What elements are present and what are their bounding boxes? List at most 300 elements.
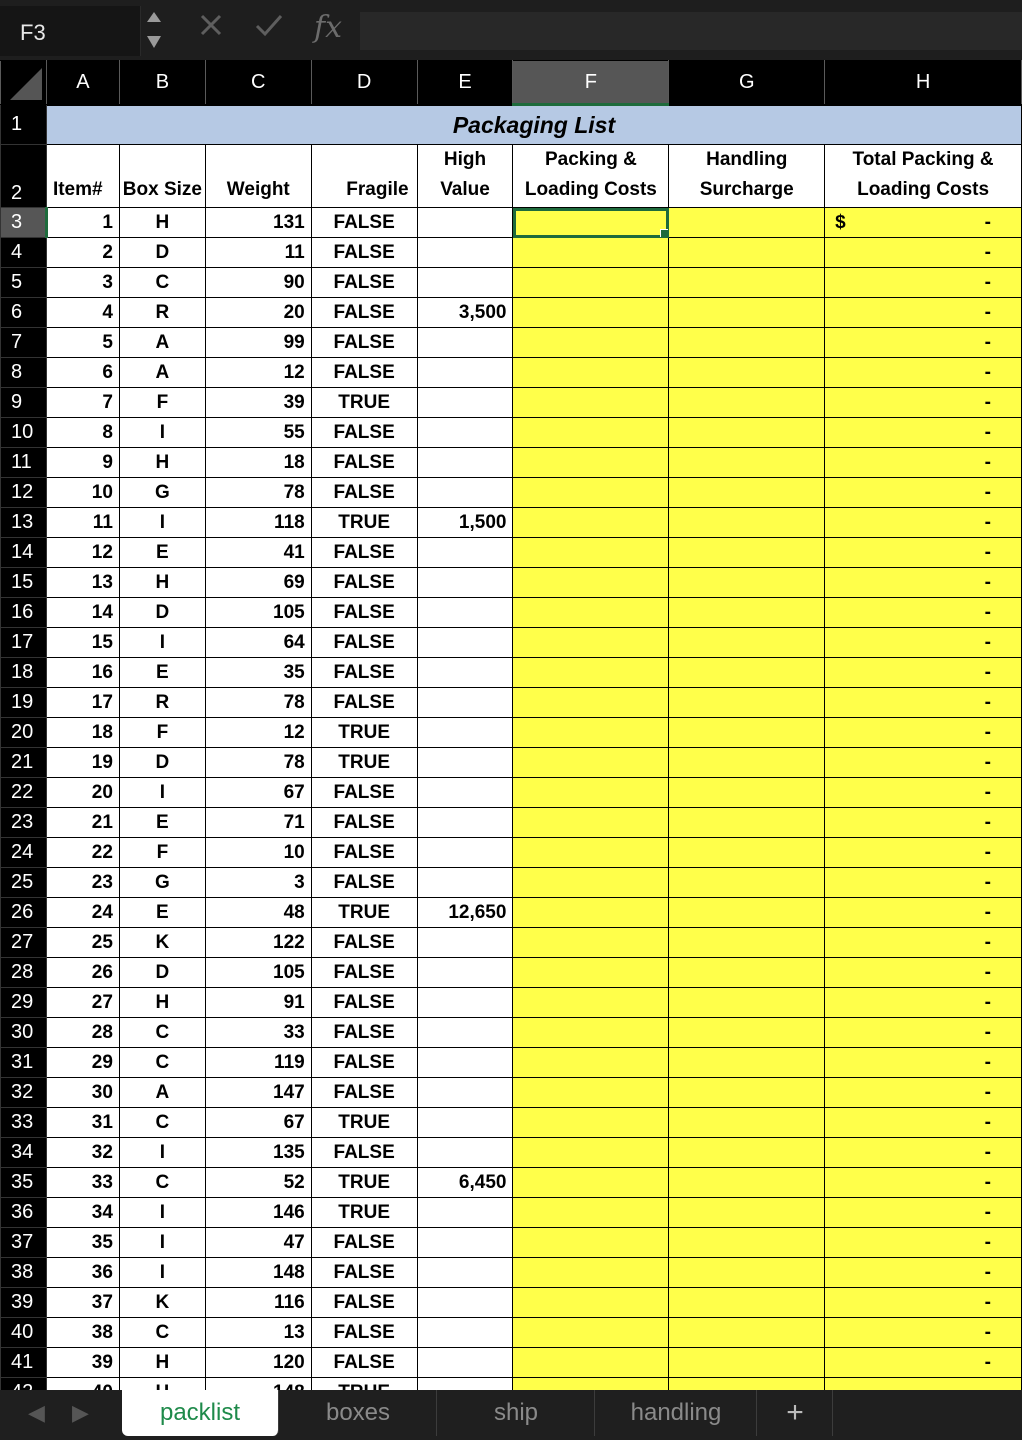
high-value-cell[interactable]: 3,500	[417, 298, 513, 328]
row-header[interactable]: 37	[1, 1228, 47, 1258]
box-size-cell[interactable]: D	[119, 958, 205, 988]
header-item[interactable]: Item#	[46, 145, 119, 208]
total-cost-cell[interactable]	[825, 778, 1022, 808]
box-size-cell[interactable]: C	[119, 1108, 205, 1138]
fragile-cell[interactable]: FALSE	[311, 538, 417, 568]
high-value-cell[interactable]	[417, 1348, 513, 1378]
item-cell[interactable]: 8	[46, 418, 119, 448]
column-header-b[interactable]: B	[119, 61, 205, 105]
weight-cell[interactable]: 118	[205, 508, 311, 538]
weight-cell[interactable]: 12	[205, 358, 311, 388]
column-header-h[interactable]: H	[825, 61, 1022, 105]
header-weight[interactable]: Weight	[205, 145, 311, 208]
packing-cost-cell[interactable]	[513, 418, 669, 448]
packing-cost-cell[interactable]	[513, 868, 669, 898]
box-size-cell[interactable]: H	[119, 1348, 205, 1378]
sheet-tab-packlist[interactable]: packlist	[122, 1390, 279, 1436]
box-size-cell[interactable]: C	[119, 268, 205, 298]
high-value-cell[interactable]	[417, 1138, 513, 1168]
fragile-cell[interactable]: FALSE	[311, 208, 417, 238]
weight-cell[interactable]: 122	[205, 928, 311, 958]
high-value-cell[interactable]	[417, 1108, 513, 1138]
high-value-cell[interactable]	[417, 1018, 513, 1048]
box-size-cell[interactable]: H	[119, 568, 205, 598]
item-cell[interactable]: 31	[46, 1108, 119, 1138]
row-header[interactable]: 9	[1, 388, 47, 418]
handling-surcharge-cell[interactable]	[669, 958, 825, 988]
handling-surcharge-cell[interactable]	[669, 208, 825, 238]
total-cost-cell[interactable]	[825, 418, 1022, 448]
row-header[interactable]: 31	[1, 1048, 47, 1078]
weight-cell[interactable]: 116	[205, 1288, 311, 1318]
total-cost-cell[interactable]	[825, 538, 1022, 568]
item-cell[interactable]: 33	[46, 1168, 119, 1198]
row-header[interactable]: 13	[1, 508, 47, 538]
box-size-cell[interactable]: R	[119, 688, 205, 718]
item-cell[interactable]: 22	[46, 838, 119, 868]
packing-cost-cell[interactable]	[513, 508, 669, 538]
total-cost-cell[interactable]	[825, 508, 1022, 538]
column-header-a[interactable]: A	[46, 61, 119, 105]
total-cost-cell[interactable]	[825, 598, 1022, 628]
box-size-cell[interactable]: E	[119, 898, 205, 928]
total-cost-cell[interactable]	[825, 898, 1022, 928]
box-size-cell[interactable]: I	[119, 628, 205, 658]
row-header[interactable]: 36	[1, 1198, 47, 1228]
high-value-cell[interactable]	[417, 328, 513, 358]
total-cost-cell[interactable]	[825, 868, 1022, 898]
column-header-g[interactable]: G	[669, 61, 825, 105]
weight-cell[interactable]: 47	[205, 1228, 311, 1258]
row-header[interactable]: 21	[1, 748, 47, 778]
box-size-cell[interactable]: D	[119, 598, 205, 628]
handling-surcharge-cell[interactable]	[669, 1018, 825, 1048]
weight-cell[interactable]: 91	[205, 988, 311, 1018]
item-cell[interactable]: 24	[46, 898, 119, 928]
row-header[interactable]: 41	[1, 1348, 47, 1378]
item-cell[interactable]: 27	[46, 988, 119, 1018]
packing-cost-cell[interactable]	[513, 1078, 669, 1108]
total-cost-cell[interactable]	[825, 658, 1022, 688]
box-size-cell[interactable]: I	[119, 1198, 205, 1228]
item-cell[interactable]: 39	[46, 1348, 119, 1378]
prev-sheet-icon[interactable]: ◀	[28, 1400, 45, 1425]
weight-cell[interactable]: 99	[205, 328, 311, 358]
header-handling-surcharge[interactable]	[669, 145, 825, 208]
row-header[interactable]: 1	[1, 105, 47, 145]
packing-cost-cell[interactable]	[513, 448, 669, 478]
row-header[interactable]: 27	[1, 928, 47, 958]
packing-cost-cell[interactable]	[513, 808, 669, 838]
weight-cell[interactable]: 78	[205, 478, 311, 508]
total-cost-cell[interactable]	[825, 718, 1022, 748]
fragile-cell[interactable]: FALSE	[311, 1258, 417, 1288]
weight-cell[interactable]: 11	[205, 238, 311, 268]
box-size-cell[interactable]: F	[119, 388, 205, 418]
header-high-value[interactable]	[417, 145, 513, 208]
total-cost-cell[interactable]	[825, 838, 1022, 868]
weight-cell[interactable]: 48	[205, 898, 311, 928]
handling-surcharge-cell[interactable]	[669, 298, 825, 328]
name-box[interactable]	[0, 6, 141, 56]
total-cost-cell[interactable]	[825, 1348, 1022, 1378]
fragile-cell[interactable]: FALSE	[311, 1348, 417, 1378]
weight-cell[interactable]: 120	[205, 1348, 311, 1378]
row-header[interactable]: 5	[1, 268, 47, 298]
packing-cost-cell[interactable]	[513, 1288, 669, 1318]
high-value-cell[interactable]	[417, 658, 513, 688]
high-value-cell[interactable]: 1,500	[417, 508, 513, 538]
sheet-title[interactable]: Packaging List	[46, 105, 1021, 145]
handling-surcharge-cell[interactable]	[669, 1078, 825, 1108]
item-cell[interactable]: 9	[46, 448, 119, 478]
packing-cost-cell[interactable]	[513, 718, 669, 748]
box-size-cell[interactable]: E	[119, 658, 205, 688]
weight-cell[interactable]: 41	[205, 538, 311, 568]
handling-surcharge-cell[interactable]	[669, 1168, 825, 1198]
row-header[interactable]: 14	[1, 538, 47, 568]
handling-surcharge-cell[interactable]	[669, 388, 825, 418]
item-cell[interactable]: 38	[46, 1318, 119, 1348]
box-size-cell[interactable]: H	[119, 208, 205, 238]
packing-cost-cell[interactable]	[513, 358, 669, 388]
high-value-cell[interactable]	[417, 238, 513, 268]
total-cost-cell[interactable]	[825, 298, 1022, 328]
packing-cost-cell[interactable]	[513, 898, 669, 928]
fragile-cell[interactable]: FALSE	[311, 598, 417, 628]
row-header[interactable]: 29	[1, 988, 47, 1018]
row-header[interactable]: 2	[1, 145, 47, 208]
weight-cell[interactable]: 3	[205, 868, 311, 898]
fragile-cell[interactable]: FALSE	[311, 1018, 417, 1048]
check-icon[interactable]	[254, 12, 284, 46]
row-header[interactable]: 18	[1, 658, 47, 688]
packing-cost-cell[interactable]	[513, 958, 669, 988]
handling-surcharge-cell[interactable]	[669, 928, 825, 958]
handling-surcharge-cell[interactable]	[669, 1348, 825, 1378]
fragile-cell[interactable]: TRUE	[311, 388, 417, 418]
row-header[interactable]: 24	[1, 838, 47, 868]
total-cost-cell[interactable]	[825, 1108, 1022, 1138]
weight-cell[interactable]: 147	[205, 1078, 311, 1108]
handling-surcharge-cell[interactable]	[669, 868, 825, 898]
fragile-cell[interactable]: FALSE	[311, 988, 417, 1018]
total-cost-cell[interactable]	[825, 448, 1022, 478]
high-value-cell[interactable]	[417, 958, 513, 988]
weight-cell[interactable]: 18	[205, 448, 311, 478]
fragile-cell[interactable]: FALSE	[311, 838, 417, 868]
name-box-stepper[interactable]	[144, 8, 164, 52]
total-cost-cell[interactable]	[825, 1288, 1022, 1318]
handling-surcharge-cell[interactable]	[669, 538, 825, 568]
sheet-tab-ship[interactable]: ship	[438, 1390, 595, 1436]
row-header[interactable]: 20	[1, 718, 47, 748]
item-cell[interactable]: 32	[46, 1138, 119, 1168]
packing-cost-cell[interactable]	[513, 1018, 669, 1048]
high-value-cell[interactable]	[417, 838, 513, 868]
high-value-cell[interactable]	[417, 1198, 513, 1228]
item-cell[interactable]: 5	[46, 328, 119, 358]
box-size-cell[interactable]: C	[119, 1048, 205, 1078]
row-header[interactable]: 28	[1, 958, 47, 988]
row-header[interactable]: 35	[1, 1168, 47, 1198]
weight-cell[interactable]: 13	[205, 1318, 311, 1348]
header-packing-costs[interactable]	[513, 145, 669, 208]
item-cell[interactable]: 25	[46, 928, 119, 958]
high-value-cell[interactable]	[417, 1048, 513, 1078]
fragile-cell[interactable]: FALSE	[311, 568, 417, 598]
item-cell[interactable]: 21	[46, 808, 119, 838]
column-header-d[interactable]: D	[311, 61, 417, 105]
fragile-cell[interactable]: FALSE	[311, 688, 417, 718]
high-value-cell[interactable]	[417, 598, 513, 628]
packing-cost-cell[interactable]	[513, 1348, 669, 1378]
box-size-cell[interactable]: I	[119, 1138, 205, 1168]
handling-surcharge-cell[interactable]	[669, 598, 825, 628]
total-cost-cell[interactable]	[825, 1018, 1022, 1048]
weight-cell[interactable]: 67	[205, 778, 311, 808]
handling-surcharge-cell[interactable]	[669, 1258, 825, 1288]
packing-cost-cell[interactable]	[513, 988, 669, 1018]
handling-surcharge-cell[interactable]	[669, 448, 825, 478]
packing-cost-cell[interactable]	[513, 268, 669, 298]
fragile-cell[interactable]: FALSE	[311, 808, 417, 838]
total-cost-cell[interactable]	[825, 358, 1022, 388]
row-header[interactable]: 19	[1, 688, 47, 718]
high-value-cell[interactable]	[417, 928, 513, 958]
total-cost-cell[interactable]	[825, 268, 1022, 298]
high-value-cell[interactable]	[417, 808, 513, 838]
packing-cost-cell[interactable]	[513, 568, 669, 598]
box-size-cell[interactable]: I	[119, 1258, 205, 1288]
item-cell[interactable]: 19	[46, 748, 119, 778]
high-value-cell[interactable]	[417, 1318, 513, 1348]
row-header[interactable]: 34	[1, 1138, 47, 1168]
weight-cell[interactable]: 146	[205, 1198, 311, 1228]
item-cell[interactable]: 12	[46, 538, 119, 568]
item-cell[interactable]: 26	[46, 958, 119, 988]
box-size-cell[interactable]: F	[119, 718, 205, 748]
weight-cell[interactable]: 119	[205, 1048, 311, 1078]
weight-cell[interactable]: 12	[205, 718, 311, 748]
fragile-cell[interactable]: FALSE	[311, 358, 417, 388]
packing-cost-cell[interactable]	[513, 1048, 669, 1078]
row-header[interactable]: 23	[1, 808, 47, 838]
handling-surcharge-cell[interactable]	[669, 268, 825, 298]
packing-cost-cell[interactable]	[513, 1318, 669, 1348]
fragile-cell[interactable]: TRUE	[311, 508, 417, 538]
fragile-cell[interactable]: TRUE	[311, 1198, 417, 1228]
item-cell[interactable]: 37	[46, 1288, 119, 1318]
high-value-cell[interactable]	[417, 748, 513, 778]
packing-cost-cell[interactable]	[513, 478, 669, 508]
total-cost-cell[interactable]	[825, 1168, 1022, 1198]
total-cost-cell[interactable]	[825, 958, 1022, 988]
fragile-cell[interactable]: FALSE	[311, 658, 417, 688]
item-cell[interactable]: 35	[46, 1228, 119, 1258]
weight-cell[interactable]: 131	[205, 208, 311, 238]
box-size-cell[interactable]: H	[119, 448, 205, 478]
total-cost-cell[interactable]	[825, 928, 1022, 958]
box-size-cell[interactable]: I	[119, 418, 205, 448]
total-cost-cell[interactable]	[825, 1318, 1022, 1348]
fragile-cell[interactable]: TRUE	[311, 898, 417, 928]
add-sheet-button[interactable]: +	[758, 1390, 833, 1436]
row-header[interactable]: 6	[1, 298, 47, 328]
handling-surcharge-cell[interactable]	[669, 898, 825, 928]
column-header-c[interactable]: C	[205, 61, 311, 105]
box-size-cell[interactable]: D	[119, 748, 205, 778]
item-cell[interactable]: 4	[46, 298, 119, 328]
packing-cost-cell[interactable]	[513, 598, 669, 628]
handling-surcharge-cell[interactable]	[669, 1288, 825, 1318]
box-size-cell[interactable]: C	[119, 1018, 205, 1048]
high-value-cell[interactable]	[417, 1258, 513, 1288]
packing-cost-cell[interactable]	[513, 538, 669, 568]
high-value-cell[interactable]	[417, 1288, 513, 1318]
item-cell[interactable]: 36	[46, 1258, 119, 1288]
item-cell[interactable]: 28	[46, 1018, 119, 1048]
box-size-cell[interactable]: E	[119, 538, 205, 568]
column-header-e[interactable]: E	[417, 61, 513, 105]
weight-cell[interactable]: 78	[205, 688, 311, 718]
item-cell[interactable]: 13	[46, 568, 119, 598]
fragile-cell[interactable]: FALSE	[311, 418, 417, 448]
handling-surcharge-cell[interactable]	[669, 658, 825, 688]
box-size-cell[interactable]: K	[119, 1288, 205, 1318]
box-size-cell[interactable]: I	[119, 1228, 205, 1258]
cancel-icon[interactable]	[198, 12, 224, 46]
total-cost-cell[interactable]	[825, 1048, 1022, 1078]
fragile-cell[interactable]: FALSE	[311, 868, 417, 898]
high-value-cell[interactable]	[417, 688, 513, 718]
item-cell[interactable]: 6	[46, 358, 119, 388]
total-cost-cell[interactable]	[825, 1198, 1022, 1228]
weight-cell[interactable]: 64	[205, 628, 311, 658]
packing-cost-cell[interactable]	[513, 928, 669, 958]
high-value-cell[interactable]	[417, 1078, 513, 1108]
total-cost-cell[interactable]	[825, 208, 1022, 238]
total-cost-cell[interactable]	[825, 1138, 1022, 1168]
item-cell[interactable]: 17	[46, 688, 119, 718]
handling-surcharge-cell[interactable]	[669, 568, 825, 598]
handling-surcharge-cell[interactable]	[669, 418, 825, 448]
handling-surcharge-cell[interactable]	[669, 628, 825, 658]
fragile-cell[interactable]: FALSE	[311, 448, 417, 478]
fragile-cell[interactable]: TRUE	[311, 1168, 417, 1198]
packing-cost-cell[interactable]	[513, 328, 669, 358]
weight-cell[interactable]: 69	[205, 568, 311, 598]
total-cost-cell[interactable]	[825, 238, 1022, 268]
total-cost-cell[interactable]	[825, 478, 1022, 508]
high-value-cell[interactable]	[417, 388, 513, 418]
packing-cost-cell[interactable]	[513, 748, 669, 778]
handling-surcharge-cell[interactable]	[669, 358, 825, 388]
box-size-cell[interactable]: I	[119, 778, 205, 808]
handling-surcharge-cell[interactable]	[669, 478, 825, 508]
packing-cost-cell[interactable]	[513, 1108, 669, 1138]
item-cell[interactable]: 14	[46, 598, 119, 628]
weight-cell[interactable]: 105	[205, 598, 311, 628]
box-size-cell[interactable]: R	[119, 298, 205, 328]
item-cell[interactable]: 3	[46, 268, 119, 298]
handling-surcharge-cell[interactable]	[669, 328, 825, 358]
high-value-cell[interactable]	[417, 868, 513, 898]
high-value-cell[interactable]: 6,450	[417, 1168, 513, 1198]
total-cost-cell[interactable]	[825, 568, 1022, 598]
box-size-cell[interactable]: A	[119, 358, 205, 388]
packing-cost-cell[interactable]	[513, 1258, 669, 1288]
box-size-cell[interactable]: G	[119, 478, 205, 508]
handling-surcharge-cell[interactable]	[669, 1048, 825, 1078]
row-header[interactable]: 25	[1, 868, 47, 898]
handling-surcharge-cell[interactable]	[669, 1318, 825, 1348]
item-cell[interactable]: 16	[46, 658, 119, 688]
row-header[interactable]: 16	[1, 598, 47, 628]
packing-cost-cell[interactable]	[513, 238, 669, 268]
handling-surcharge-cell[interactable]	[669, 238, 825, 268]
fragile-cell[interactable]: FALSE	[311, 298, 417, 328]
row-header[interactable]: 26	[1, 898, 47, 928]
handling-surcharge-cell[interactable]	[669, 1228, 825, 1258]
row-header[interactable]: 8	[1, 358, 47, 388]
packing-cost-cell[interactable]	[513, 688, 669, 718]
item-cell[interactable]: 30	[46, 1078, 119, 1108]
packing-cost-cell[interactable]	[513, 658, 669, 688]
box-size-cell[interactable]: C	[119, 1168, 205, 1198]
total-cost-cell[interactable]	[825, 808, 1022, 838]
box-size-cell[interactable]: C	[119, 1318, 205, 1348]
row-header[interactable]: 7	[1, 328, 47, 358]
item-cell[interactable]: 29	[46, 1048, 119, 1078]
item-cell[interactable]: 18	[46, 718, 119, 748]
handling-surcharge-cell[interactable]	[669, 748, 825, 778]
function-icon[interactable]: fx	[314, 10, 343, 45]
item-cell[interactable]: 34	[46, 1198, 119, 1228]
total-cost-cell[interactable]	[825, 748, 1022, 778]
high-value-cell[interactable]	[417, 718, 513, 748]
row-header[interactable]: 33	[1, 1108, 47, 1138]
row-header[interactable]: 4	[1, 238, 47, 268]
box-size-cell[interactable]: H	[119, 988, 205, 1018]
total-cost-cell[interactable]	[825, 1258, 1022, 1288]
weight-cell[interactable]: 78	[205, 748, 311, 778]
high-value-cell[interactable]	[417, 568, 513, 598]
total-cost-cell[interactable]	[825, 688, 1022, 718]
row-header[interactable]: 40	[1, 1318, 47, 1348]
weight-cell[interactable]: 55	[205, 418, 311, 448]
fragile-cell[interactable]: FALSE	[311, 628, 417, 658]
row-header[interactable]: 15	[1, 568, 47, 598]
packing-cost-cell[interactable]	[513, 298, 669, 328]
box-size-cell[interactable]: I	[119, 508, 205, 538]
total-cost-cell[interactable]	[825, 628, 1022, 658]
weight-cell[interactable]: 10	[205, 838, 311, 868]
fragile-cell[interactable]: TRUE	[311, 718, 417, 748]
item-cell[interactable]: 10	[46, 478, 119, 508]
packing-cost-cell[interactable]	[513, 1228, 669, 1258]
next-sheet-icon[interactable]: ▶	[72, 1400, 89, 1425]
handling-surcharge-cell[interactable]	[669, 688, 825, 718]
weight-cell[interactable]: 33	[205, 1018, 311, 1048]
weight-cell[interactable]: 135	[205, 1138, 311, 1168]
handling-surcharge-cell[interactable]	[669, 508, 825, 538]
item-cell[interactable]: 2	[46, 238, 119, 268]
row-header[interactable]: 12	[1, 478, 47, 508]
high-value-cell[interactable]	[417, 538, 513, 568]
weight-cell[interactable]: 148	[205, 1258, 311, 1288]
high-value-cell[interactable]	[417, 1228, 513, 1258]
